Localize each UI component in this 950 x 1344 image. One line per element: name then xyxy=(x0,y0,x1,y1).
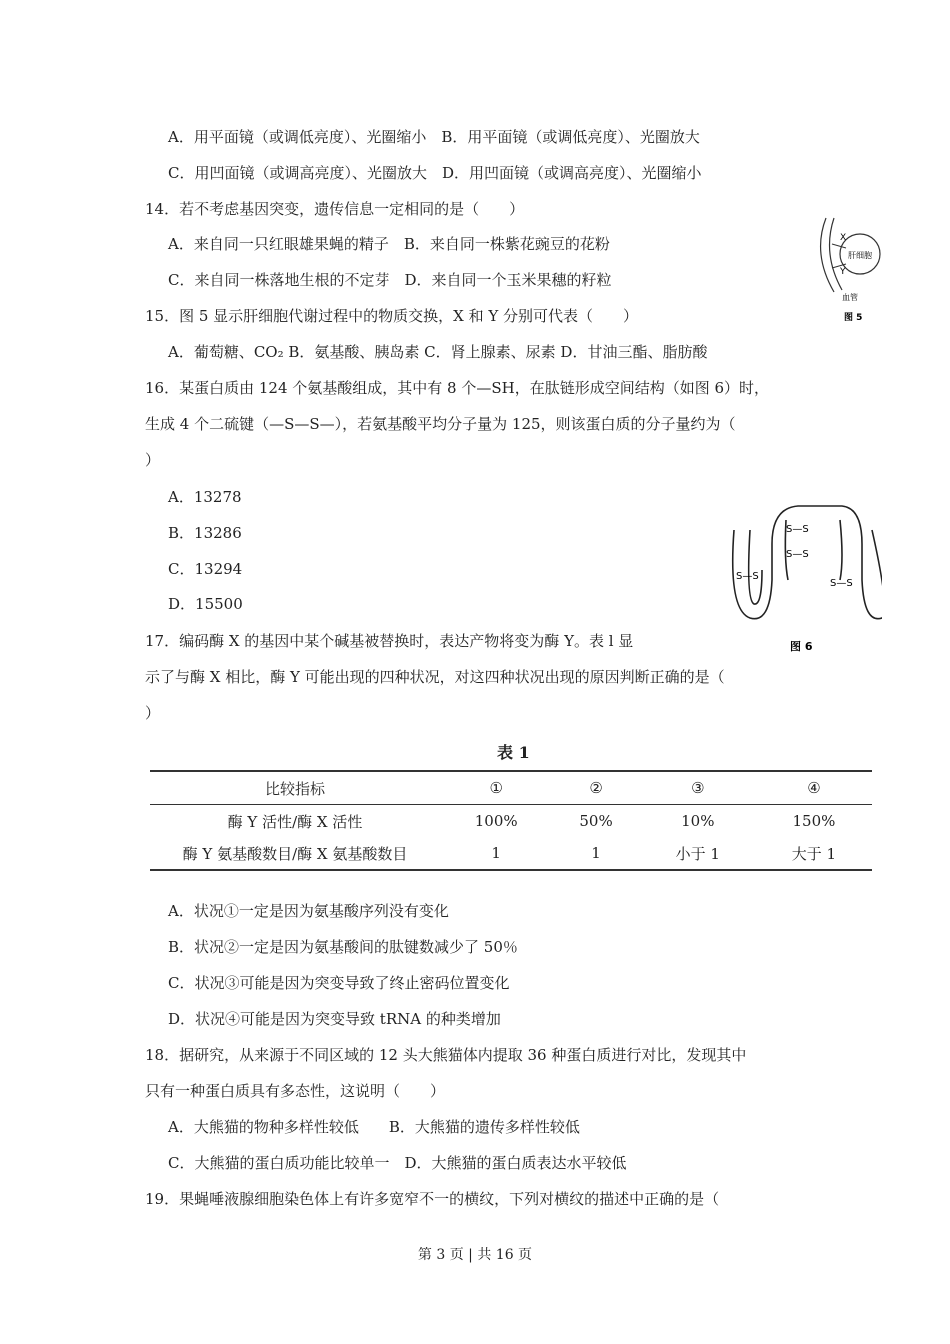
fig5-cell-label: 肝细胞 xyxy=(848,251,872,260)
q16-stem-line: 16．某蛋白质由 124 个氨基酸组成，其中有 8 个—SH，在肽链形成空间结构（如图 6）时， xyxy=(145,379,770,397)
table-header-cell: ② xyxy=(552,771,639,805)
fig5-y-label: Y xyxy=(840,267,846,277)
q17-option: B．状况②一定是因为氨基酸间的肽键数减少了 50％ xyxy=(168,938,518,956)
q18-stem-line: 只有一种蛋白质具有多态性，这说明（ ） xyxy=(145,1082,446,1100)
table-1 xyxy=(150,770,872,871)
figure-6-peptide-chain-diagram xyxy=(722,500,882,658)
q16-stem-line: 生成 4 个二硫键（—S—S—），若氨基酸平均分子量为 125，则该蛋白质的分子量约为（ xyxy=(145,415,736,433)
q15-stem: 15．图 5 显示肝细胞代谢过程中的物质交换，X 和 Y 分别可代表（ ） xyxy=(145,307,639,325)
table-header-cell: 比较指标 xyxy=(150,771,440,805)
q16-option: A．13278 xyxy=(168,488,242,506)
table-header-cell: ④ xyxy=(756,771,872,805)
q14-stem: 14．若不考虑基因突变，遗传信息一定相同的是（ ） xyxy=(145,200,525,218)
table-cell: 酶 Y 氨基酸数目/酶 X 氨基酸数目 xyxy=(182,844,408,863)
fig6-disulfide-bond: S—S xyxy=(830,578,853,589)
fig6-caption: 图 6 xyxy=(790,640,813,653)
table-row xyxy=(150,837,872,870)
q16-stem-line: ） xyxy=(145,451,161,469)
q13-option-line: A．用平面镜（或调低亮度）、光圈缩小 B．用平面镜（或调低亮度）、光圈放大 xyxy=(168,128,700,146)
q17-option: C．状况③可能是因为突变导致了终止密码位置变化 xyxy=(168,974,510,992)
fig6-disulfide-bond: S—S xyxy=(786,549,809,560)
table-row xyxy=(150,805,872,838)
q17-stem-line: ） xyxy=(145,704,161,722)
figure-5-liver-cell-diagram xyxy=(812,214,882,324)
table-header-cell: ③ xyxy=(640,771,756,805)
q14-option-line: A．来自同一只红眼雄果蝇的精子 B．来自同一株紫花豌豆的花粉 xyxy=(168,235,610,253)
table-cell: 酶 Y 活性/酶 X 活性 xyxy=(227,812,363,831)
table-cell: 50% xyxy=(579,812,613,830)
table-cell: 小于 1 xyxy=(675,844,720,863)
q17-stem-line: 17．编码酶 X 的基因中某个碱基被替换时，表达产物将变为酶 Y。表 l 显 xyxy=(145,632,634,650)
q17-option: A．状况①一定是因为氨基酸序列没有变化 xyxy=(168,902,449,920)
fig6-disulfide-bond: S—S xyxy=(786,524,809,535)
table-cell: 100% xyxy=(474,812,518,830)
fig6-disulfide-bond: S—S xyxy=(736,571,759,582)
table-header-row xyxy=(150,771,872,805)
q16-option: D．15500 xyxy=(168,595,243,613)
page-footer: 第 3 页 | 共 16 页 xyxy=(417,1247,533,1263)
q16-option: B．13286 xyxy=(168,524,242,542)
q18-stem-line: 18．据研究，从来源于不同区域的 12 头大熊猫体内提取 36 种蛋白质进行对比，发现其中 xyxy=(145,1046,747,1064)
q17-option: D．状况④可能是因为突变导致 tRNA 的种类增加 xyxy=(168,1010,501,1028)
q14-option-line: C．来自同一株落地生根的不定芽 D．来自同一个玉米果穗的籽粒 xyxy=(168,271,612,289)
table-header-cell: ① xyxy=(440,771,552,805)
table-cell: 大于 1 xyxy=(791,844,837,863)
fig5-vessel-label: 血管 xyxy=(842,293,858,302)
table-1-title: 表 1 xyxy=(497,743,530,762)
fig5-caption: 图 5 xyxy=(844,313,863,323)
q16-option: C．13294 xyxy=(168,560,243,578)
fig5-x-label: X xyxy=(840,233,847,243)
table-cell: 150% xyxy=(792,812,836,830)
q13-option-line: C．用凹面镜（或调高亮度）、光圈放大 D．用凹面镜（或调高亮度）、光圈缩小 xyxy=(168,164,702,182)
table-cell: 10% xyxy=(681,812,715,830)
q19-stem: 19．果蝇唾液腺细胞染色体上有许多宽窄不一的横纹，下列对横纹的描述中正确的是（ xyxy=(145,1190,720,1208)
q15-options: A．葡萄糖、CO₂ B．氨基酸、胰岛素 C．肾上腺素、尿素 D．甘油三酯、脂肪酸 xyxy=(168,343,708,361)
q18-option-line: C．大熊猫的蛋白质功能比较单一 D．大熊猫的蛋白质表达水平较低 xyxy=(168,1154,627,1172)
q18-option-line: A．大熊猫的物种多样性较低 B．大熊猫的遗传多样性较低 xyxy=(168,1118,580,1136)
q17-stem-line: 示了与酶 X 相比，酶 Y 可能出现的四种状况，对这四种状况出现的原因判断正确的是（ xyxy=(145,668,725,686)
table-cell: 1 xyxy=(591,844,601,862)
table-cell: 1 xyxy=(491,844,501,862)
